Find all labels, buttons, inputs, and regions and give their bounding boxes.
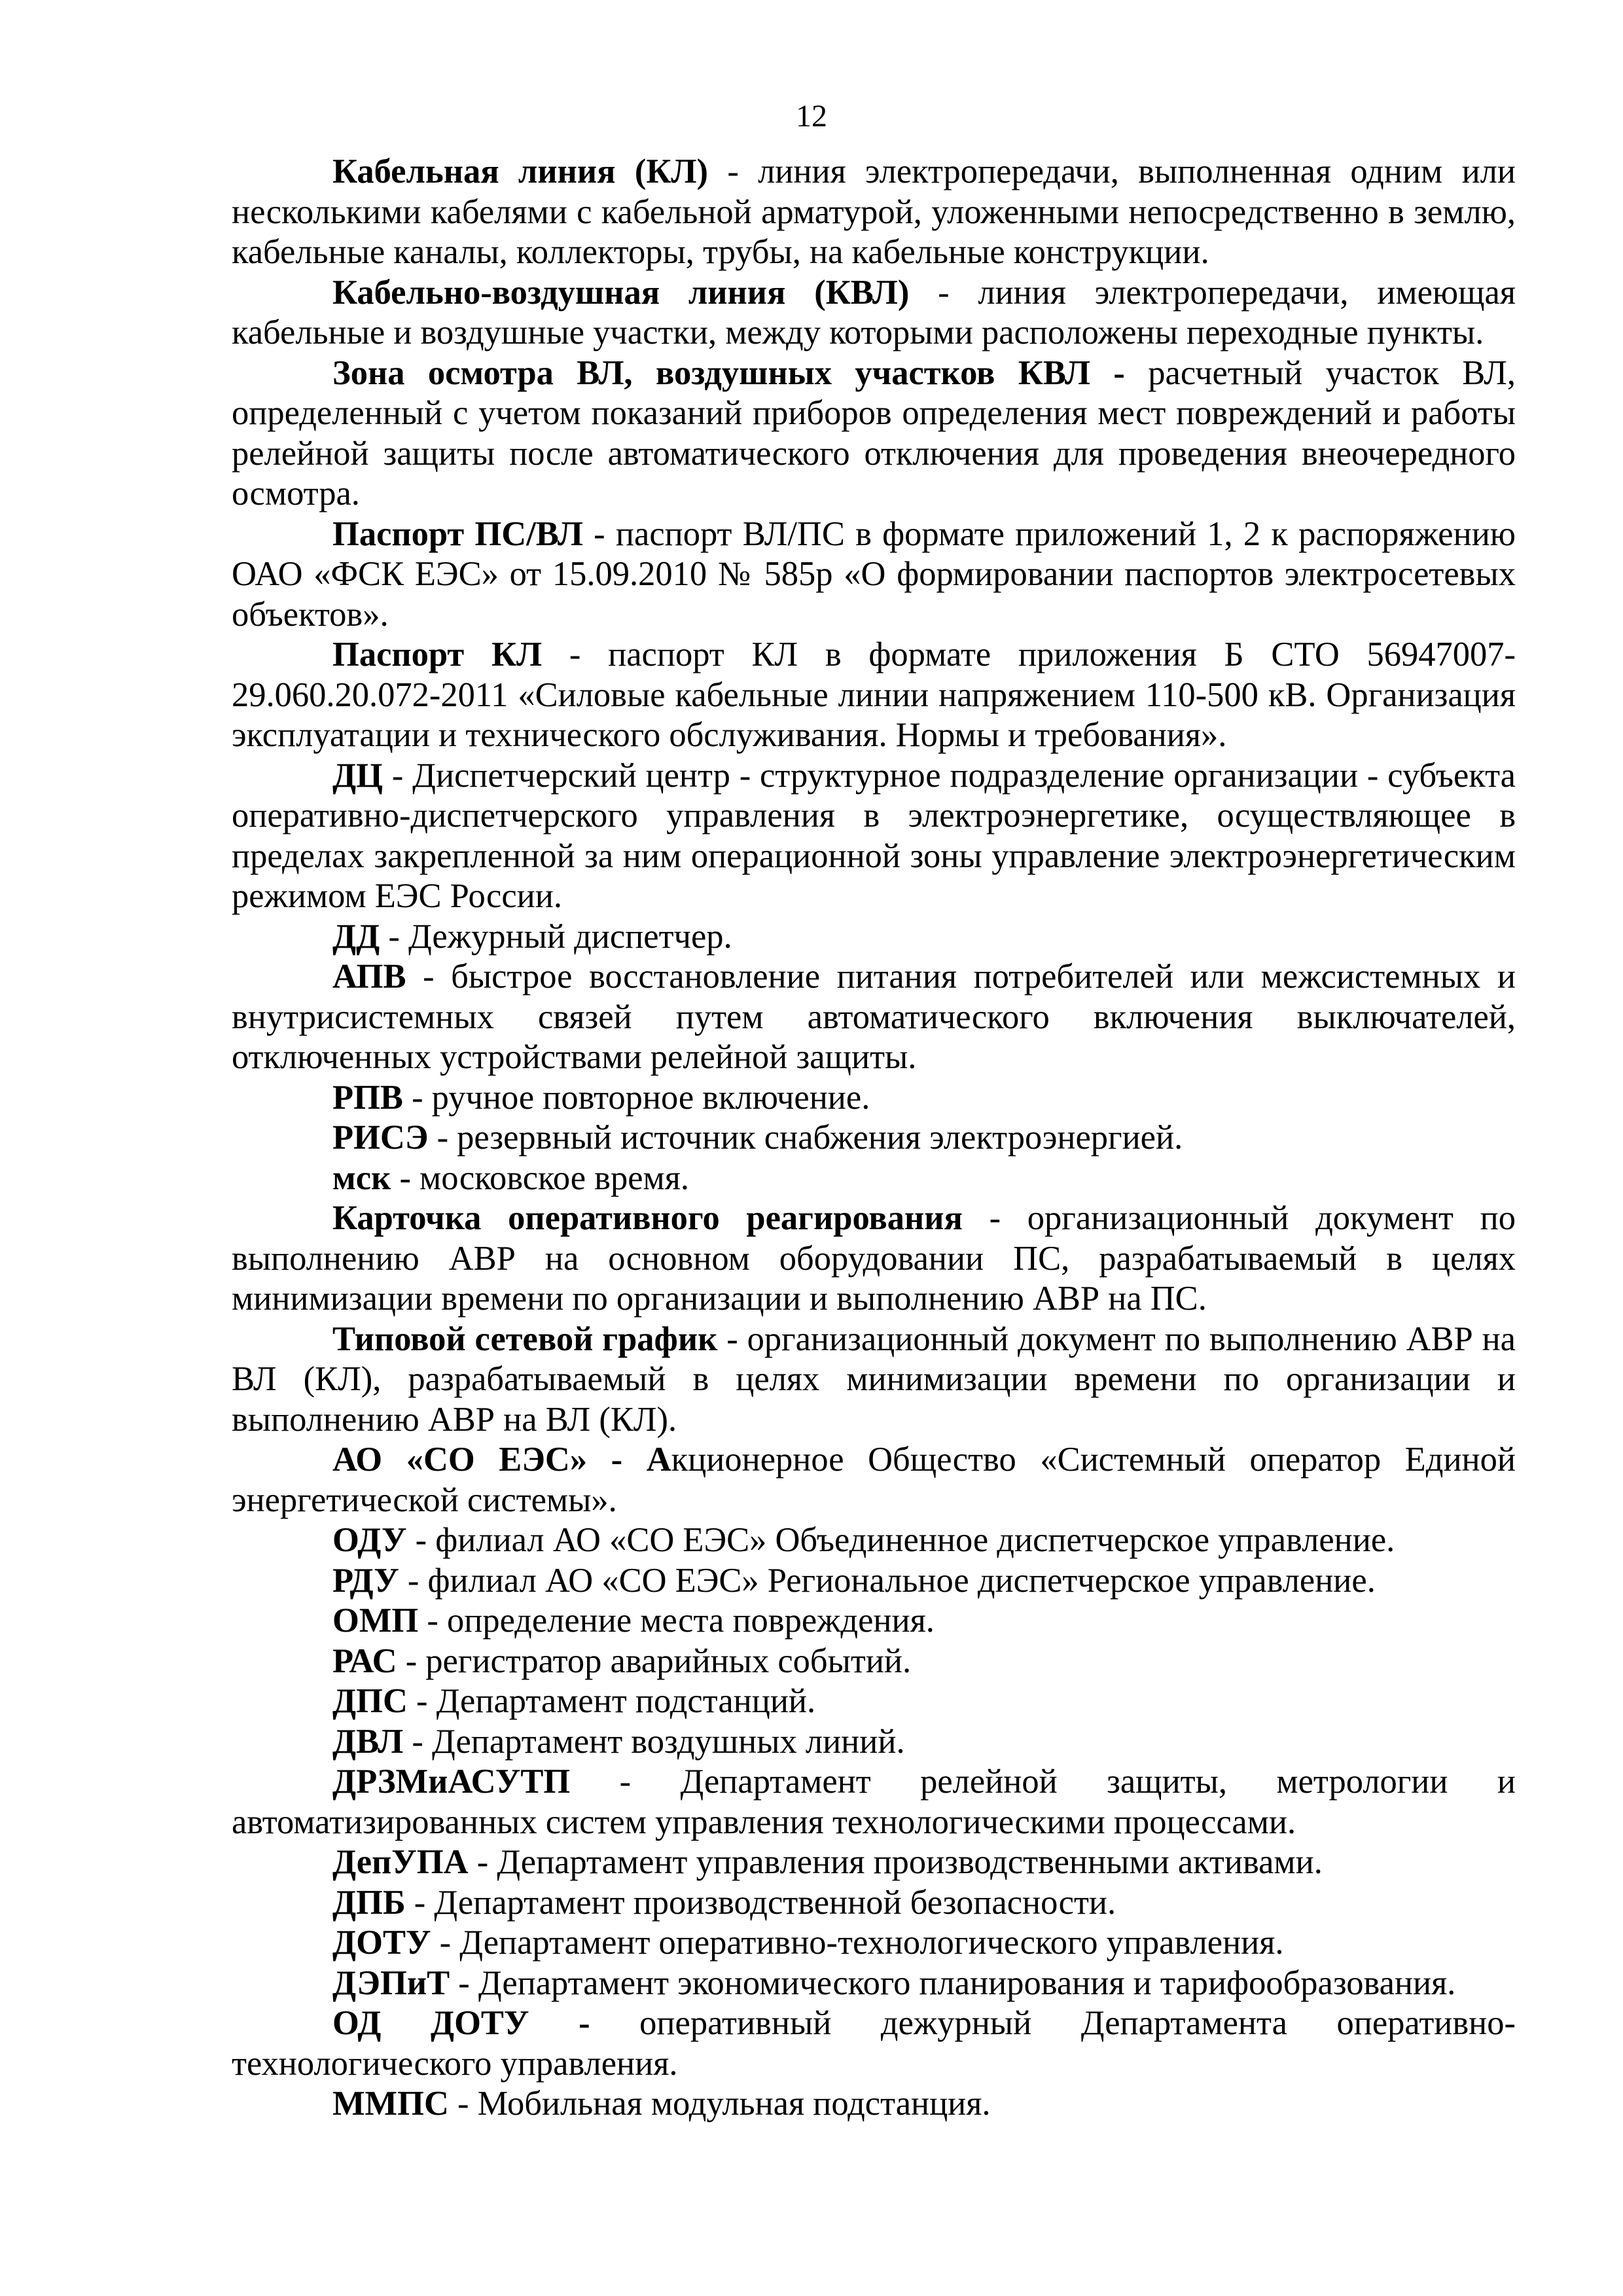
- definition: оперативный дежурный Департамента оперативно-технологического управления.: [232, 2004, 1516, 2083]
- definition: - Департамент подстанций.: [407, 1682, 816, 1720]
- definition-rdu: [232, 1561, 1516, 1602]
- definition-drzm-asutp: [232, 1762, 1516, 1842]
- term: ОДУ: [332, 1521, 407, 1559]
- term: ДД: [332, 917, 380, 956]
- definition-kl: [232, 152, 1516, 273]
- term: РАС: [332, 1641, 397, 1680]
- definition-network-schedule: [232, 1319, 1516, 1441]
- definition-inspection-zone: [232, 353, 1516, 514]
- definition: - Департамент управления производственными активами.: [468, 1843, 1323, 1881]
- definition: - Диспетчерский центр - структурное подразделение организации - субъекта оперативно-диспетчерского управления в электроэнергетике, осуществляющее в пределах закрепленной за ним операционной зоны управление электроэнергетическим режимом ЕЭС России.: [232, 756, 1516, 915]
- definition-dc: [232, 756, 1516, 917]
- definition-odu: [232, 1520, 1516, 1561]
- definition-msk: [232, 1158, 1516, 1199]
- term: ДРЗМиАСУТП: [332, 1763, 571, 1801]
- definition: - организационный документ по выполнению АВР на ВЛ (КЛ), разрабатываемый в целях минимизации времени по организации и выполнению АВР на ВЛ (КЛ).: [232, 1319, 1516, 1439]
- term: АО «СО ЕЭС» - А: [332, 1441, 671, 1479]
- page-number: 12: [796, 99, 827, 134]
- term: РИСЭ: [332, 1119, 429, 1157]
- term: ДЦ: [332, 756, 383, 795]
- term: Типовой сетевой график: [332, 1319, 718, 1358]
- definition: - филиал АО «СО ЕЭС» Объединенное диспетчерское управление.: [406, 1521, 1395, 1559]
- definition-dps: [232, 1681, 1516, 1722]
- term: мск: [332, 1158, 391, 1197]
- definition: - линия электропередачи, имеющая кабельные и воздушные участки, между которыми расположены переходные пункты.: [232, 273, 1516, 351]
- definition: - Департамент экономического планирования и тарифообразования.: [450, 1964, 1456, 2002]
- definition: - быстрое восстановление питания потребителей или межсистемных и внутрисистемных связей путем автоматического включения выключателей, отключенных устройствами релейной защиты.: [232, 958, 1516, 1076]
- definition-mmps: [232, 2084, 1516, 2125]
- definition: расчетный участок ВЛ, определенный с учетом показаний приборов определения мест повреждений и работы релейной защиты после автоматического отключения для проведения внеочередного осмотра.: [232, 353, 1516, 512]
- definition: - филиал АО «СО ЕЭС» Региональное диспетчерское управление.: [399, 1561, 1376, 1600]
- term: РДУ: [332, 1561, 399, 1600]
- term: ДВЛ: [332, 1722, 404, 1761]
- term: Паспорт ПС/ВЛ: [332, 514, 583, 553]
- term: Кабельно-воздушная линия (КВЛ): [332, 273, 910, 312]
- definition: - регистратор аварийных событий.: [397, 1641, 912, 1680]
- term: ДепУПА: [332, 1843, 469, 1881]
- definition: - Департамент производственной безопасности.: [405, 1883, 1116, 1922]
- definition-depupa: [232, 1842, 1516, 1883]
- definition: - Департамент релейной защиты, метрологии и автоматизированных систем управления технологическими процессами.: [232, 1763, 1516, 1841]
- term: РПВ: [332, 1078, 403, 1117]
- definition: кционерное Общество «Системный оператор Единой энергетической системы».: [232, 1441, 1516, 1519]
- definition-od-dotu: [232, 2003, 1516, 2084]
- term: ДПБ: [332, 1883, 406, 1922]
- definition: - организационный документ по выполнению АВР на основном оборудовании ПС, разрабатываемый в целях минимизации времени по организации и выполнению АВР на ПС.: [232, 1199, 1516, 1318]
- definition-rise: [232, 1118, 1516, 1158]
- definition-dpb: [232, 1883, 1516, 1924]
- definition: - линия электропередачи, выполненная одним или несколькими кабелями с кабельной арматурой, уложенными непосредственно в землю, кабельные каналы, коллекторы, трубы, на кабельные конструкции.: [232, 152, 1516, 271]
- definition: - Департамент воздушных линий.: [403, 1722, 905, 1761]
- definition: - Мобильная модульная подстанция.: [448, 2085, 991, 2123]
- definition-response-card: [232, 1198, 1516, 1319]
- term: Зона осмотра ВЛ, воздушных участков КВЛ -: [332, 353, 1125, 392]
- definition: - Дежурный диспетчер.: [380, 917, 732, 956]
- term: АПВ: [332, 958, 406, 996]
- definition: - определение места повреждения.: [418, 1602, 935, 1640]
- definition: - Департамент оперативно-технологического управления.: [431, 1924, 1284, 1962]
- definition-omp: [232, 1601, 1516, 1641]
- definition-so-ees: [232, 1440, 1516, 1520]
- definition-dotu: [232, 1923, 1516, 1964]
- document-body: [232, 152, 1516, 2125]
- definition-depit: [232, 1964, 1516, 2004]
- definition: - паспорт ВЛ/ПС в формате приложений 1, 2 к распоряжению ОАО «ФСК ЕЭС» от 15.09.2010 № 585р «О формировании паспортов электросетевых объектов».: [232, 514, 1516, 634]
- definition-apv: [232, 957, 1516, 1078]
- definition: - паспорт КЛ в формате приложения Б СТО 56947007-29.060.20.072-2011 «Силовые кабельные линии напряжением 110-500 кВ. Организация эксплуатации и технического обслуживания. Нормы и требования».: [232, 636, 1516, 754]
- term: Карточка оперативного реагирования: [332, 1199, 963, 1237]
- definition-dd: [232, 917, 1516, 958]
- term: ДПС: [332, 1682, 408, 1720]
- term: Паспорт КЛ: [332, 636, 543, 673]
- term: ОМП: [332, 1602, 419, 1640]
- definition: - московское время.: [391, 1158, 689, 1197]
- definition-ras: [232, 1641, 1516, 1682]
- definition-passport-ps-vl: [232, 514, 1516, 636]
- term: ДОТУ: [332, 1924, 431, 1962]
- term: ОД ДОТУ -: [332, 2004, 590, 2042]
- definition: - резервный источник снабжения электроэнергией.: [428, 1119, 1183, 1157]
- definition-passport-kl: [232, 635, 1516, 756]
- term: ММПС: [332, 2085, 449, 2123]
- definition-kvl: [232, 273, 1516, 353]
- definition-rpv: [232, 1078, 1516, 1119]
- term: Кабельная линия (КЛ): [332, 152, 708, 190]
- definition-dvl: [232, 1722, 1516, 1763]
- definition: - ручное повторное включение.: [402, 1078, 870, 1117]
- term: ДЭПиТ: [332, 1964, 450, 2002]
